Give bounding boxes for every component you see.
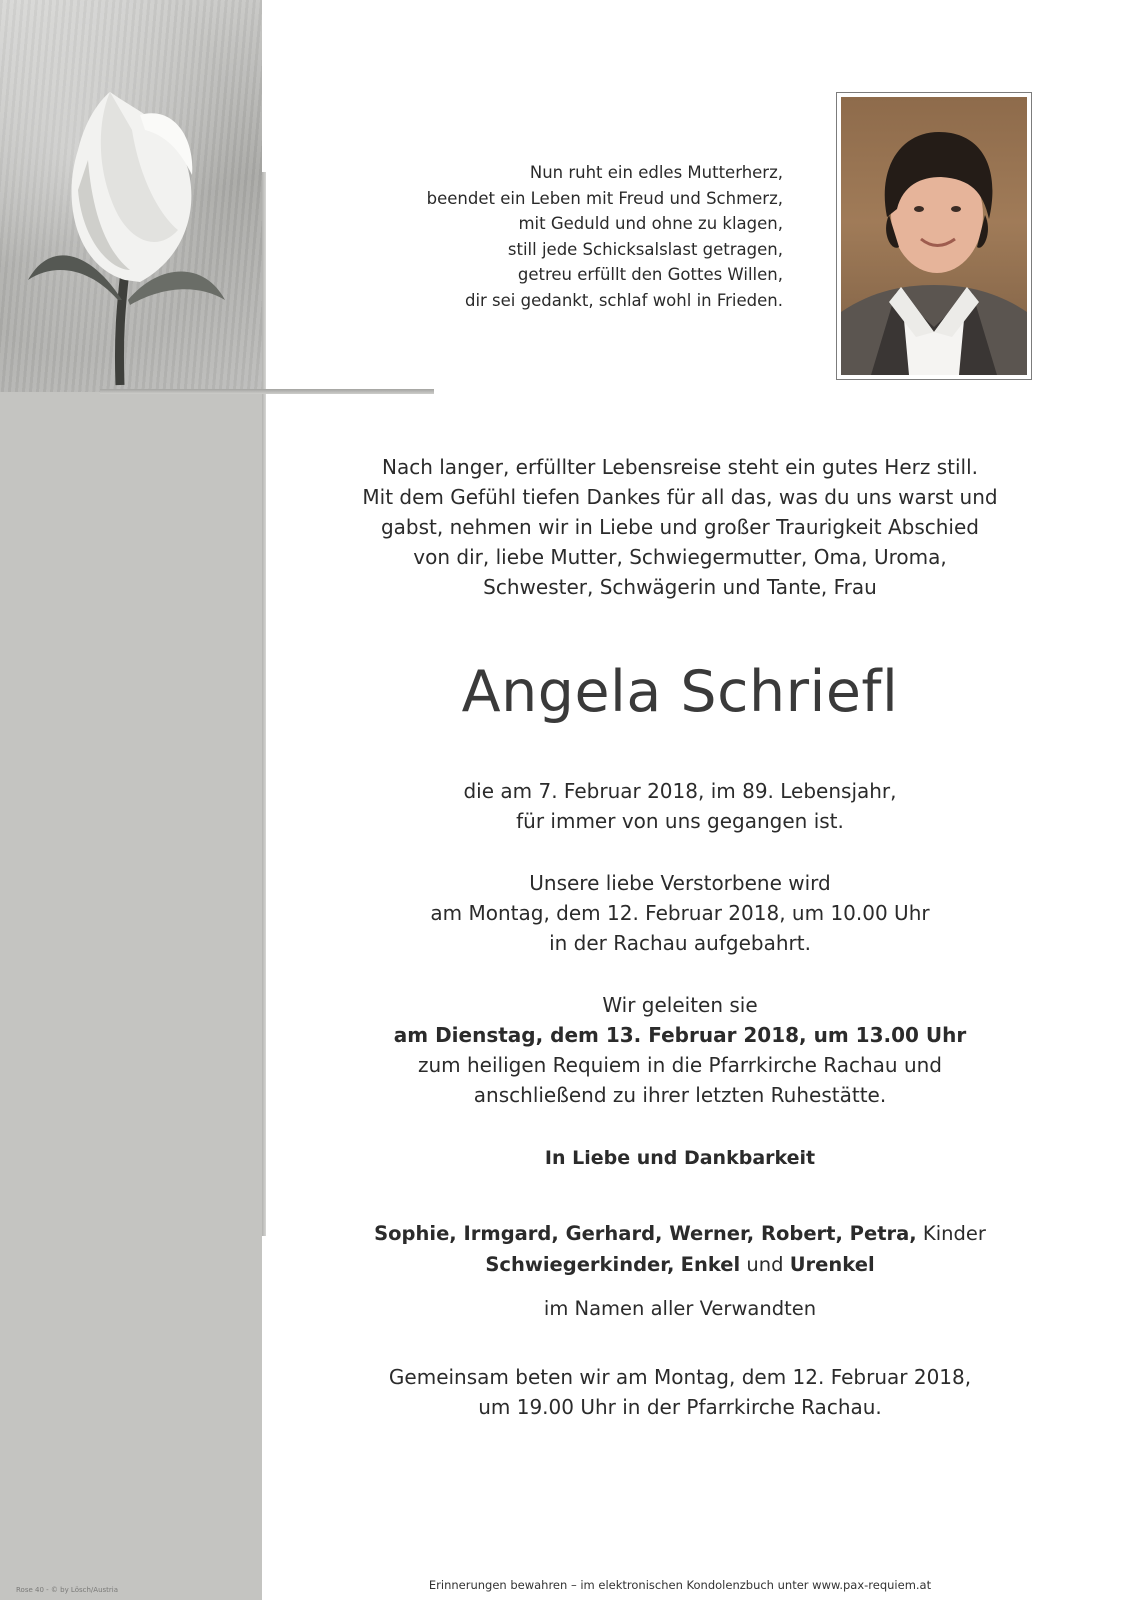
poem-line: mit Geduld und ohne zu klagen, (518, 214, 783, 234)
thanks-heading: In Liebe und Dankbarkeit (544, 1147, 816, 1169)
portrait-frame (836, 92, 1032, 380)
laying-line: in der Rachau aufgebahrt. (549, 931, 811, 955)
intro-line: Mit dem Gefühl tiefen Dankes für all das, was du uns warst und (362, 485, 998, 509)
laying-out-notice (300, 868, 1060, 958)
poem-line: getreu erfüllt den Gottes Willen, (517, 265, 783, 285)
funeral-notice (300, 990, 1060, 1110)
poem (427, 160, 783, 314)
rose-image (0, 0, 262, 392)
intro-text (300, 452, 1060, 602)
prayer-line: Gemeinsam beten wir am Montag, dem 12. Februar 2018, (388, 1365, 972, 1389)
death-line: für immer von uns gegangen ist. (516, 809, 844, 833)
vertical-divider (262, 172, 266, 1236)
grandchildren: Enkel (680, 1253, 741, 1276)
family-list (300, 1218, 1060, 1280)
great-grandchildren: Urenkel (789, 1253, 875, 1276)
children-names: Sophie, Irmgard, Gerhard, Werner, Robert, Petra, (374, 1222, 917, 1245)
intro-line: gabst, nehmen wir in Liebe und großer Traurigkeit Abschied (380, 515, 979, 539)
funeral-line: zum heiligen Requiem in die Pfarrkirche Rachau und (417, 1053, 942, 1077)
footer-text: Erinnerungen bewahren – im elektronischen Kondolenzbuch unter www.pax-requiem.at (428, 1578, 932, 1592)
poem-line: Nun ruht ein edles Mutterherz, (529, 163, 783, 182)
prayer-notice (300, 1362, 1060, 1422)
image-credit: Rose 40 - © by Lösch/Austria (16, 1586, 119, 1594)
laying-line: Unsere liebe Verstorbene wird (529, 871, 831, 895)
funeral-line: anschließend zu ihrer letzten Ruhestätte. (473, 1083, 887, 1107)
portrait-photo (841, 97, 1027, 375)
intro-line: von dir, liebe Mutter, Schwiegermutter, Oma, Uroma, (413, 545, 947, 569)
prayer-line: um 19.00 Uhr in der Pfarrkirche Rachau. (478, 1395, 882, 1419)
laying-line: am Montag, dem 12. Februar 2018, um 10.00 Uhr (430, 901, 930, 925)
death-notice (300, 776, 1060, 836)
children-label: Kinder (922, 1222, 986, 1245)
poem-line: dir sei gedankt, schlaf wohl in Frieden. (464, 290, 783, 310)
funeral-date: am Dienstag, dem 13. Februar 2018, um 13.00 Uhr (393, 1023, 967, 1047)
portrait-icon (841, 97, 1027, 375)
poem-line: beendet ein Leben mit Freud und Schmerz, (426, 188, 783, 208)
family-children (300, 1218, 1060, 1249)
intro-line: Schwester, Schwägerin und Tante, Frau (483, 575, 877, 599)
funeral-line: Wir geleiten sie (602, 993, 758, 1017)
horizontal-divider (100, 389, 434, 394)
intro-line: Nach langer, erfüllter Lebensreise steht ein gutes Herz still. (381, 455, 978, 479)
deceased-name: Angela Schriefl (461, 659, 899, 725)
relatives-line: im Namen aller Verwandten (543, 1297, 817, 1320)
and-word: und (746, 1253, 784, 1276)
rose-icon (0, 0, 262, 392)
in-laws: Schwiegerkinder, (485, 1253, 675, 1276)
family-descendants (300, 1249, 1060, 1280)
poem-line: still jede Schicksalslast getragen, (507, 239, 783, 259)
death-line: die am 7. Februar 2018, im 89. Lebensjahr, (463, 779, 897, 803)
